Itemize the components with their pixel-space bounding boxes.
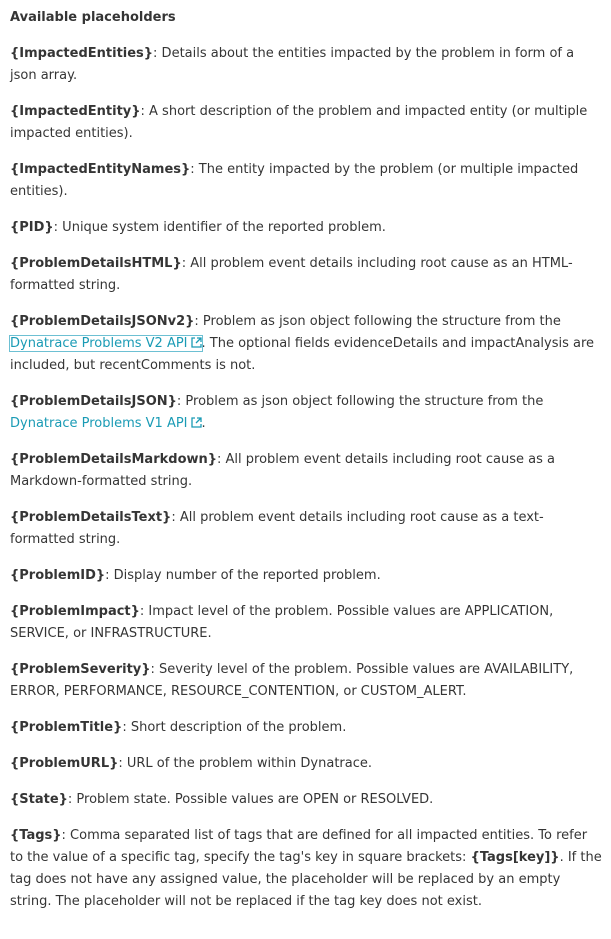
placeholder-problem-url <box>10 753 603 775</box>
placeholder-problem-details-html <box>10 253 603 297</box>
placeholder-state <box>10 789 603 811</box>
placeholder-desc: : All problem event details including root cause as an HTML-formatted string. <box>10 256 573 293</box>
placeholder-key-secondary: {Tags[key]} <box>470 850 560 865</box>
placeholder-key: {ProblemDetailsJSON} <box>10 394 177 409</box>
placeholder-desc: : Display number of the reported problem. <box>105 568 381 583</box>
placeholder-problem-title <box>10 717 603 739</box>
placeholder-desc-after: . The optional fields evidenceDetails and impactAnalysis are included, but recentComments is not. <box>10 336 595 373</box>
placeholder-key: {PID} <box>10 220 54 235</box>
placeholder-problem-details-markdown <box>10 449 603 493</box>
section-title: Available placeholders <box>10 10 176 25</box>
placeholder-desc: : A short description of the problem and impacted entity (or multiple impacted entities). <box>10 104 588 141</box>
placeholder-desc: : URL of the problem within Dynatrace. <box>118 756 373 771</box>
problems-v1-api-link[interactable] <box>10 416 202 431</box>
placeholder-problem-impact <box>10 601 603 645</box>
placeholder-key: {Tags} <box>10 828 62 843</box>
placeholder-desc: : Unique system identifier of the reported problem. <box>53 220 386 235</box>
placeholder-key: {ProblemDetailsText} <box>10 510 172 525</box>
placeholder-desc: : Short description of the problem. <box>122 720 347 735</box>
placeholder-pid <box>10 217 603 239</box>
placeholder-problem-id <box>10 565 603 587</box>
problems-v2-api-link[interactable] <box>10 336 202 351</box>
placeholder-desc: : Problem as json object following the structure from the <box>176 394 544 409</box>
placeholder-desc: : Comma separated list of tags that are defined for all impacted entities. To refer to the value of a specific tag, specify the tag's key in square brackets: <box>10 828 588 865</box>
placeholder-key: {ImpactedEntity} <box>10 104 141 119</box>
placeholder-desc: : Impact level of the problem. Possible values are APPLICATION, SERVICE, or INFRASTRUCTURE. <box>10 604 554 641</box>
placeholder-tags <box>10 825 603 913</box>
placeholder-impacted-entity-names <box>10 159 603 203</box>
placeholder-key: {ProblemDetailsHTML} <box>10 256 182 271</box>
placeholder-desc-after: . <box>201 416 206 431</box>
placeholder-desc: : All problem event details including root cause as a text-formatted string. <box>10 510 544 547</box>
placeholder-key: {ProblemSeverity} <box>10 662 151 677</box>
placeholder-key: {State} <box>10 792 68 807</box>
link-label: Dynatrace Problems V1 API <box>10 416 188 431</box>
placeholder-desc: : Problem state. Possible values are OPEN or RESOLVED. <box>67 792 434 807</box>
external-link-icon <box>191 417 202 428</box>
placeholder-key: {ProblemImpact} <box>10 604 140 619</box>
placeholder-key: {ImpactedEntityNames} <box>10 162 191 177</box>
placeholder-impacted-entity <box>10 101 603 145</box>
link-label: Dynatrace Problems V2 API <box>10 336 188 351</box>
placeholder-key: {ProblemURL} <box>10 756 119 771</box>
placeholder-key: {ProblemTitle} <box>10 720 123 735</box>
placeholder-key: {ProblemDetailsMarkdown} <box>10 452 218 467</box>
placeholder-desc-after: . If the tag does not have any assigned value, the placeholder will be replaced by an empty string. The placeholder will not be replaced if the tag key does not exist. <box>10 850 602 909</box>
placeholder-desc: : Problem as json object following the structure from the <box>194 314 561 329</box>
placeholder-problem-details-json <box>10 391 603 435</box>
placeholder-desc: : Severity level of the problem. Possible values are AVAILABILITY, ERROR, PERFORMANCE, RESOURCE_CONTENTION, or CUSTOM_ALERT. <box>10 662 574 699</box>
placeholder-impacted-entities <box>10 43 603 87</box>
placeholder-key: {ProblemDetailsJSONv2} <box>10 314 195 329</box>
placeholder-key: {ImpactedEntities} <box>10 46 154 61</box>
placeholder-desc: : Details about the entities impacted by the problem in form of a json array. <box>10 46 575 83</box>
placeholder-problem-details-text <box>10 507 603 551</box>
placeholder-problem-severity <box>10 659 603 703</box>
external-link-icon <box>191 337 202 348</box>
placeholder-key: {ProblemID} <box>10 568 106 583</box>
placeholder-desc: : All problem event details including root cause as a Markdown-formatted string. <box>10 452 555 489</box>
placeholder-problem-details-jsonv2 <box>10 311 603 377</box>
placeholder-desc: : The entity impacted by the problem (or multiple impacted entities). <box>10 162 579 199</box>
